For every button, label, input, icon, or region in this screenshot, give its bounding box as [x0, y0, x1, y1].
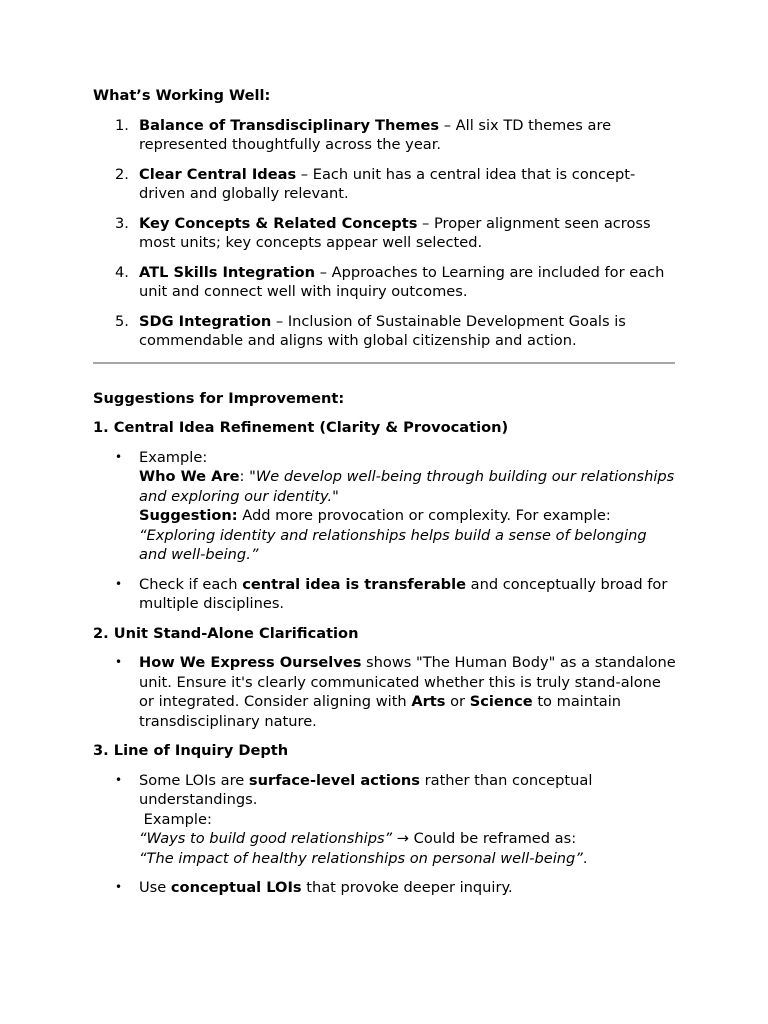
colon-quote: : " [239, 468, 256, 485]
bullet-icon: • [115, 772, 123, 787]
item-title: Key Concepts & Related Concepts [139, 214, 418, 232]
list-item [93, 653, 678, 731]
reframed-loi: “The impact of healthy relationships on personal well-being” [139, 849, 583, 867]
item-text: or [445, 693, 470, 710]
item-text: – Proper alignment seen across most units; key concepts appear well selected. [139, 214, 651, 251]
list-number: 3. [115, 214, 129, 232]
item-title: Clear Central Ideas [139, 165, 297, 183]
reframe-text: → Could be reframed as: [392, 830, 577, 847]
emphasis-text: surface-level actions [248, 771, 420, 789]
item-text: rather than conceptual understandings. [139, 771, 593, 808]
item-title: Balance of Transdisciplinary Themes [139, 116, 440, 134]
example-label: Example: [139, 810, 212, 828]
suggestion-text: Add more provocation or complexity. For example: [237, 507, 611, 524]
section-divider [93, 362, 675, 364]
item-text: that provoke deeper inquiry. [301, 879, 513, 896]
bullet-icon: • [115, 449, 123, 464]
suggestion-1-heading: 1. Central Idea Refinement (Clarity & Provocation) [93, 419, 509, 436]
suggested-central-idea: “Exploring identity and relationships helps build a sense of belonging and well-being.” [139, 526, 647, 563]
subject-arts: Arts [411, 693, 446, 710]
list-number: 5. [115, 312, 129, 330]
list-number: 4. [115, 263, 129, 281]
list-item [93, 214, 678, 253]
suggestion-3-list [93, 771, 678, 898]
suggestions-heading: Suggestions for Improvement: [93, 389, 345, 407]
working-well-heading: What’s Working Well: [93, 87, 271, 104]
emphasis-text: conceptual LOIs [170, 879, 302, 896]
suggestion-2-heading: 2. Unit Stand-Alone Clarification [93, 624, 359, 642]
unit-name: Who We Are [139, 468, 240, 485]
period: . [582, 849, 588, 867]
bullet-icon: • [115, 655, 123, 669]
list-item [93, 312, 678, 351]
central-idea-quote: We develop well-being through building our relationships and exploring our identity. [139, 468, 675, 505]
working-well-list [93, 116, 678, 351]
item-text: – All six TD themes are represented thoughtfully across the year. [139, 116, 612, 153]
example-label: Example: [139, 448, 208, 466]
document-body [93, 86, 678, 898]
list-item [93, 165, 678, 204]
bullet-icon: • [115, 576, 123, 591]
unit-name: How We Express Ourselves [139, 654, 362, 671]
bullet-icon: • [115, 880, 123, 894]
emphasis-text: central idea is transferable [242, 575, 467, 593]
list-number: 2. [115, 165, 129, 183]
item-text: shows "The Human Body" as a standalone unit. Ensure it's clearly communicated whether this is truly stand-alone or integrated. Consider aligning with [139, 654, 676, 710]
list-item [93, 878, 678, 898]
suggestion-2-list [93, 653, 678, 731]
close-quote: " [332, 487, 339, 505]
item-text: – Approaches to Learning are included for each unit and connect well with inquiry outcomes. [139, 263, 665, 300]
list-item [93, 771, 678, 869]
item-text: and conceptually broad for multiple disciplines. [139, 575, 668, 612]
item-title: ATL Skills Integration [139, 263, 316, 281]
suggestion-3-heading: 3. Line of Inquiry Depth [93, 742, 289, 759]
suggestion-label: Suggestion: [139, 507, 238, 524]
item-text: to maintain transdisciplinary nature. [139, 693, 622, 730]
list-item [93, 575, 678, 614]
item-text: Use [139, 879, 171, 896]
item-text: Check if each [139, 575, 243, 593]
subject-science: Science [469, 693, 533, 710]
item-text: – Inclusion of Sustainable Development Goals is commendable and aligns with global citizenship and action. [139, 312, 626, 349]
list-number: 1. [115, 116, 129, 134]
list-item [93, 116, 678, 155]
suggestion-1-list [93, 448, 678, 614]
item-title: SDG Integration [139, 312, 272, 330]
item-text: Some LOIs are [139, 771, 249, 789]
list-item [93, 263, 678, 302]
original-loi: “Ways to build good relationships” [139, 830, 393, 847]
list-item [93, 448, 678, 565]
item-text: – Each unit has a central idea that is concept-driven and globally relevant. [139, 165, 636, 202]
